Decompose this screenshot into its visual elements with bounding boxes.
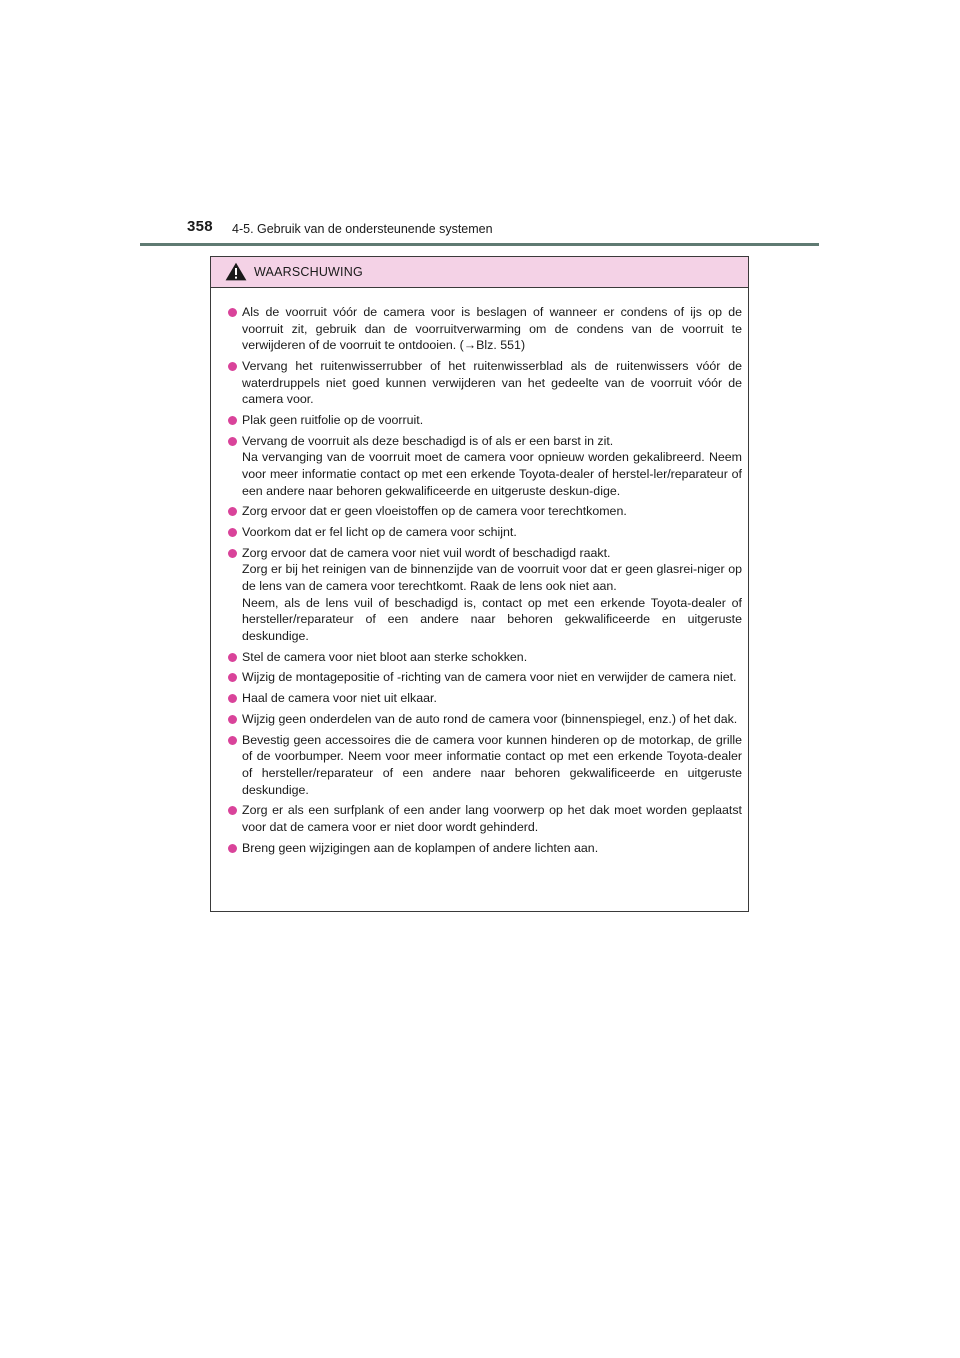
warning-item-text: Als de voorruit vóór de camera voor is beslagen of wanneer er condens of ijs op de voorruit zit, gebruik dan de voorruitverwarming om de condens van de voorruit te verwijderen of de voorruit te ontdooien. (→Blz. 551) (242, 305, 742, 353)
bullet-dot (228, 416, 237, 425)
bullet-dot (228, 507, 237, 516)
warning-item (229, 545, 742, 645)
warning-item-text: Vervang het ruitenwisserrubber of het ruitenwisserblad als de ruitenwissers vóór de waterdruppels niet goed kunnen verwijderen van het gedeelte van de voorruit vóór de camera voor. (242, 358, 742, 407)
bullet-dot (228, 694, 237, 703)
warning-header (211, 257, 748, 288)
warning-item (229, 669, 742, 686)
warning-item-text: Vervang de voorruit als deze beschadigd is of als er een barst in zit. Na vervanging van de voorruit moet de camera voor opnieuw worden gekalibreerd. Neem voor meer informatie contact op met een erkende Toyota-dealer of herstel-ler/reparateur of een andere naar behoren gekwalificeerde en uitgeruste deskun-dige. (242, 433, 742, 498)
warning-item (229, 304, 742, 354)
warning-item-text: Voorkom dat er fel licht op de camera voor schijnt. (242, 525, 517, 540)
warning-item (229, 649, 742, 666)
warning-item-text: Bevestig geen accessoires die de camera voor kunnen hinderen op de motorkap, de grille of de voorbumper. Neem voor meer informatie contact op met een erkende Toyota-dealer of hersteller/reparateur of een andere naar behoren gekwalificeerde en uitgeruste deskundige. (242, 732, 742, 797)
warning-item-text: Zorg ervoor dat er geen vloeistoffen op de camera voor terechtkomen. (242, 504, 627, 519)
warning-title: WAARSCHUWING (254, 265, 363, 279)
warning-triangle-icon (225, 262, 247, 281)
bullet-dot (228, 549, 237, 558)
warning-item-text: Wijzig de montagepositie of -richting van de camera voor niet en verwijder de camera niet. (242, 670, 737, 685)
warning-item (229, 358, 742, 408)
bullet-dot (228, 437, 237, 446)
bullet-dot (228, 362, 237, 371)
warning-item (229, 524, 742, 541)
warning-list (211, 288, 748, 856)
bullet-dot (228, 806, 237, 815)
section-title: 4-5. Gebruik van de ondersteunende systemen (232, 222, 493, 236)
bullet-dot (228, 736, 237, 745)
bullet-dot (228, 844, 237, 853)
warning-box (210, 256, 749, 912)
warning-item (229, 711, 742, 728)
warning-item (229, 802, 742, 835)
warning-item (229, 690, 742, 707)
header-rule (140, 243, 819, 246)
bullet-dot (228, 715, 237, 724)
warning-item (229, 840, 742, 857)
warning-item (229, 433, 742, 499)
warning-item-text: Haal de camera voor niet uit elkaar. (242, 691, 437, 706)
page-number: 358 (187, 218, 213, 235)
warning-item-text: Wijzig geen onderdelen van de auto rond de camera voor (binnenspiegel, enz.) of het dak. (242, 711, 738, 726)
bullet-dot (228, 308, 237, 317)
bullet-dot (228, 528, 237, 537)
warning-item-text: Stel de camera voor niet bloot aan sterke schokken. (242, 649, 528, 664)
bullet-dot (228, 673, 237, 682)
warning-item-text: Zorg er als een surfplank of een ander lang voorwerp op het dak moet worden geplaatst voor dat de camera voor er niet door wordt gehinderd. (242, 803, 742, 834)
warning-item (229, 412, 742, 429)
warning-item (229, 503, 742, 520)
warning-item-text: Breng geen wijzigingen aan de koplampen of andere lichten aan. (242, 840, 599, 855)
warning-item-text: Plak geen ruitfolie op de voorruit. (242, 412, 424, 427)
bullet-dot (228, 653, 237, 662)
warning-item (229, 732, 742, 798)
warning-item-text: Zorg ervoor dat de camera voor niet vuil wordt of beschadigd raakt. Zorg er bij het reinigen van de binnenzijde van de voorruit voor dat er geen glasrei-niger op de lens van de camera voor terechtkomt. Raak de lens ook niet aan. Neem, als de lens vuil of beschadigd is, contact op met een erkende Toyota-dealer of hersteller/reparateur of een andere naar behoren gekwalificeerde en uitgeruste deskundige. (242, 545, 742, 643)
